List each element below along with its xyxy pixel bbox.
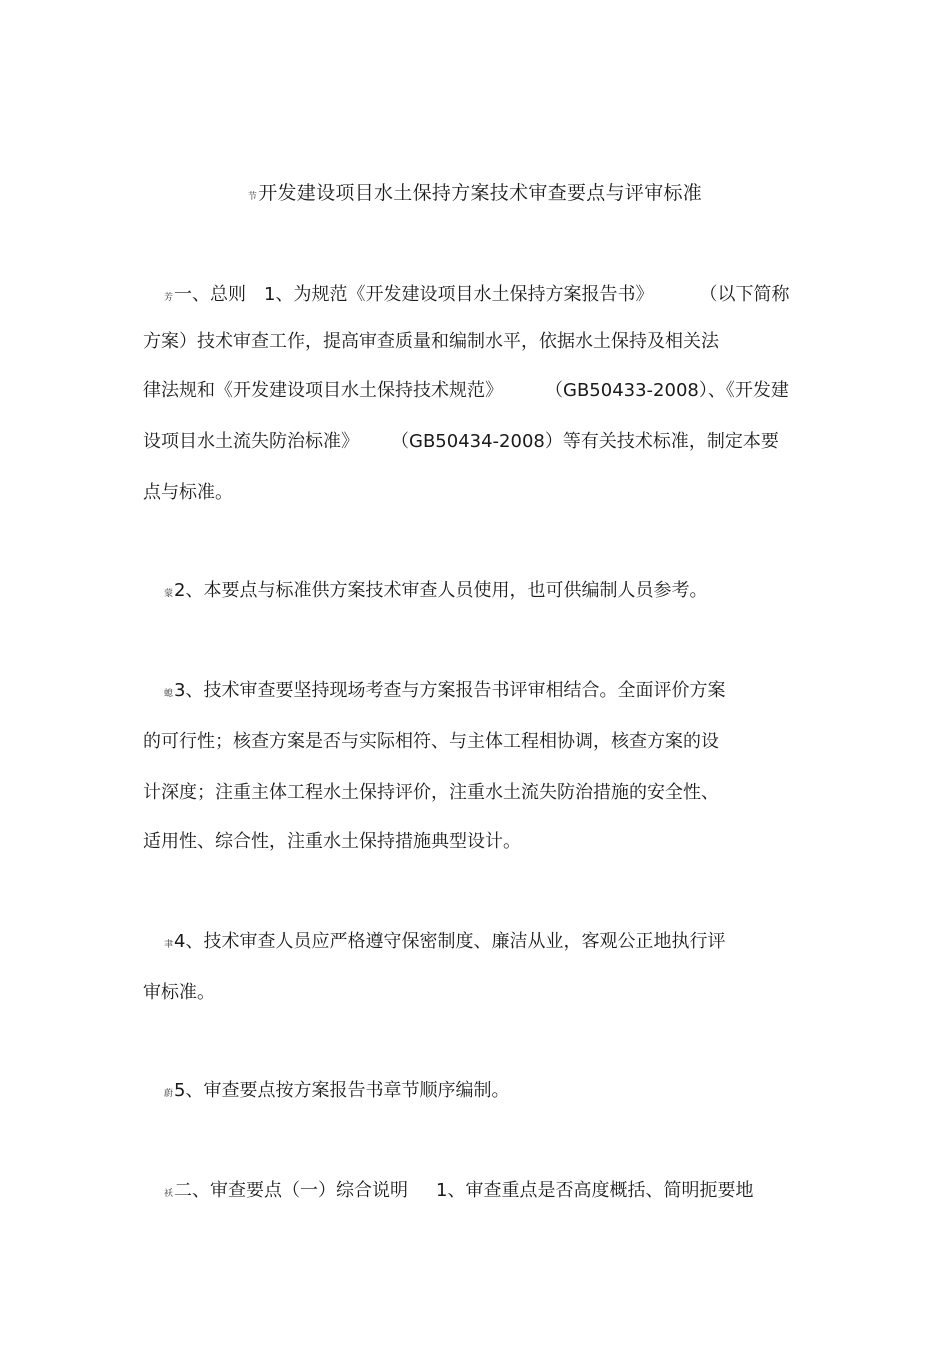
section1-line5: 点与标准。 <box>143 482 233 503</box>
section1-line2: 方案）技术审查工作，提高审查质量和编制水平，依据水土保持及相关法 <box>143 331 719 352</box>
section2-item-text: 1、审查重点是否高度概括、简明扼要地 <box>436 1180 754 1201</box>
item4-marker: 聿 <box>164 940 174 950</box>
section2-line1 <box>143 1178 753 1207</box>
item5-marker: 蔚 <box>164 1089 174 1099</box>
section2-heading: 二、审查要点（一）综合说明 <box>174 1180 409 1201</box>
section1-line3 <box>143 378 789 404</box>
section1-line4 <box>143 429 779 455</box>
section1-line3-tail: （GB50433-2008）、《开发建 <box>545 380 789 401</box>
section1-line4-head: 设项目水土流失防治标准》 <box>143 431 359 452</box>
section1-line1 <box>143 282 789 311</box>
item2-paragraph <box>143 578 707 607</box>
item2-marker: 蒙 <box>164 589 174 599</box>
item3-line4: 适用性、综合性，注重水土保持措施典型设计。 <box>143 831 521 852</box>
item3-line1-text: 3、技术审查要坚持现场考查与方案报告书评审相结合。全面评价方案 <box>174 680 726 701</box>
item3-line3: 计深度；注重主体工程水土保持评价，注重水土流失防治措施的安全性、 <box>143 782 719 803</box>
item3-line2: 的可行性；核查方案是否与实际相符、与主体工程相协调，核查方案的设 <box>143 731 719 752</box>
item4-line2: 审标准。 <box>143 982 215 1003</box>
title-marker: 节 <box>247 192 258 202</box>
section1-heading: 一、总则 <box>174 284 247 305</box>
section2-marker: 袄 <box>164 1189 174 1199</box>
item4-line1 <box>143 929 725 958</box>
section1-item1-head: 1、为规范《开发建设项目水土保持方案报告书》 <box>264 284 654 305</box>
item3-marker: 螅 <box>164 689 174 699</box>
section1-line1-tail: （以下简称 <box>699 284 790 305</box>
title-text: 开发建设项目水土保持方案技术审查要点与评审标准 <box>258 182 703 204</box>
section1-line3-head: 律法规和《开发建设项目水土保持技术规范》 <box>143 380 503 401</box>
section1-marker: 芳 <box>164 293 174 303</box>
item5-paragraph <box>143 1078 509 1107</box>
item4-line1-text: 4、技术审查人员应严格遵守保密制度、廉洁从业，客观公正地执行评 <box>174 931 726 952</box>
item3-line1 <box>143 678 725 707</box>
page-title <box>0 178 950 205</box>
item2-text: 2、本要点与标准供方案技术审查人员使用，也可供编制人员参考。 <box>174 580 708 601</box>
section1-line4-tail: （GB50434-2008）等有关技术标准，制定本要 <box>391 431 779 452</box>
item5-text: 5、审查要点按方案报告书章节顺序编制。 <box>174 1080 510 1101</box>
